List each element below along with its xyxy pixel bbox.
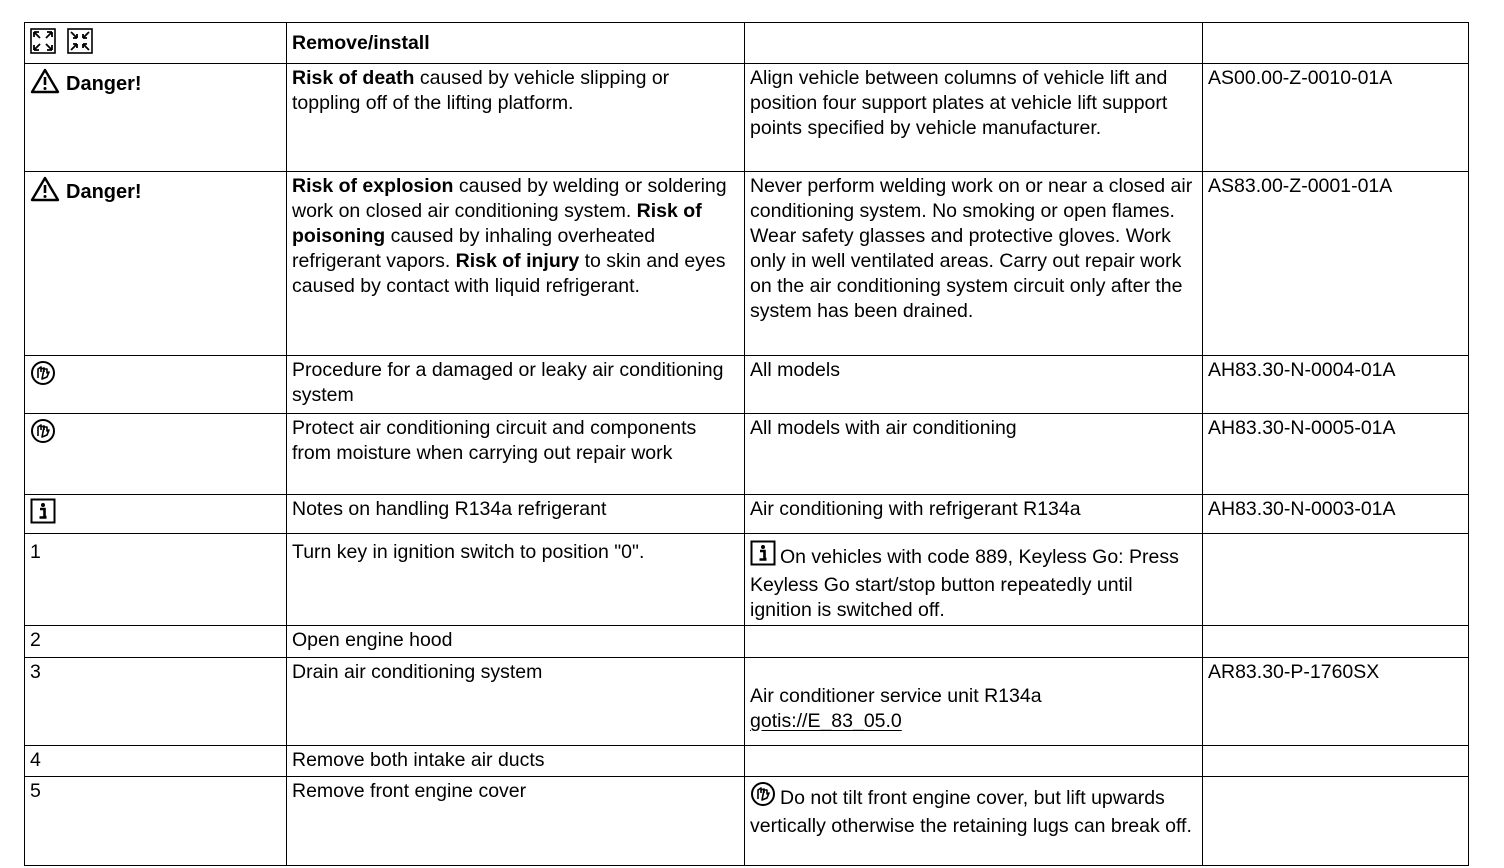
step-description: Drain air conditioning system (287, 658, 745, 746)
note-description: Protect air conditioning circuit and components from moisture when carrying out repair work (287, 414, 745, 495)
note-row (25, 356, 1469, 414)
step-row (25, 658, 1469, 746)
step-description: Turn key in ignition switch to position "0". (287, 534, 745, 626)
document-reference[interactable]: AH83.30-N-0003-01A (1203, 495, 1469, 534)
step-number: 1 (25, 534, 287, 626)
step-row (25, 626, 1469, 658)
document-reference[interactable]: AH83.30-N-0004-01A (1203, 356, 1469, 414)
collapse-all-icon[interactable] (67, 28, 93, 61)
header-action: Remove/install (287, 23, 745, 64)
step-description: Remove both intake air ducts (287, 746, 745, 777)
info-icon (30, 498, 56, 531)
note-row (25, 414, 1469, 495)
step-number: 3 (25, 658, 287, 746)
step-number: 5 (25, 777, 287, 866)
danger-row (25, 64, 1469, 172)
step-number: 4 (25, 746, 287, 777)
step-note: Do not tilt front engine cover, but lift upwards vertically otherwise the retaining lugs can break off. (745, 777, 1203, 866)
document-reference[interactable]: AS00.00-Z-0010-01A (1203, 64, 1469, 172)
step-row (25, 534, 1469, 626)
note-description: Procedure for a damaged or leaky air conditioning system (287, 356, 745, 414)
danger-label: Danger! (66, 73, 142, 95)
step-number: 2 (25, 626, 287, 658)
procedure-table (24, 22, 1469, 866)
header-icons-cell (25, 23, 287, 64)
danger-label: Danger! (66, 181, 142, 203)
step-row (25, 777, 1469, 866)
warning-triangle-icon (30, 176, 60, 209)
note-applicability: All models with air conditioning (745, 414, 1203, 495)
hand-note-icon (30, 360, 56, 393)
step-description: Remove front engine cover (287, 777, 745, 866)
note-description: Notes on handling R134a refrigerant (287, 495, 745, 534)
tool-link[interactable]: gotis://E_83_05.0 (750, 710, 902, 732)
danger-row (25, 172, 1469, 356)
document-reference[interactable]: AS83.00-Z-0001-01A (1203, 172, 1469, 356)
document-reference[interactable]: AR83.30-P-1760SX (1203, 658, 1469, 746)
step-description: Open engine hood (287, 626, 745, 658)
header-row (25, 23, 1469, 64)
step-tool (745, 658, 1203, 746)
hand-note-icon (750, 781, 776, 814)
warning-triangle-icon (30, 68, 60, 101)
step-note: On vehicles with code 889, Keyless Go: Press Keyless Go start/stop button repeatedly until ignition is switched off. (745, 534, 1203, 626)
expand-all-icon[interactable] (30, 28, 56, 61)
note-applicability: All models (745, 356, 1203, 414)
risk-description: Risk of explosion caused by welding or soldering work on closed air conditioning system. Risk of poisoning caused by inhaling overheated refrigerant vapors. Risk of injury to skin and eyes caused by contact with liquid refrigerant. (287, 172, 745, 356)
note-applicability: Air conditioning with refrigerant R134a (745, 495, 1203, 534)
info-row (25, 495, 1469, 534)
instruction-text: Never perform welding work on or near a closed air conditioning system. No smoking or open flames. Wear safety glasses and protective gloves. Work only in well ventilated areas. Carry out repair work on the air conditioning system circuit only after the system has been drained. (745, 172, 1203, 356)
document-reference[interactable]: AH83.30-N-0005-01A (1203, 414, 1469, 495)
instruction-text: Align vehicle between columns of vehicle lift and position four support plates at vehicle lift support points specified by vehicle manufacturer. (745, 64, 1203, 172)
risk-description: Risk of death caused by vehicle slipping or toppling off of the lifting platform. (287, 64, 745, 172)
tool-name: Air conditioner service unit R134a (750, 685, 1042, 707)
hand-note-icon (30, 418, 56, 451)
step-row (25, 746, 1469, 777)
info-icon (750, 540, 776, 573)
